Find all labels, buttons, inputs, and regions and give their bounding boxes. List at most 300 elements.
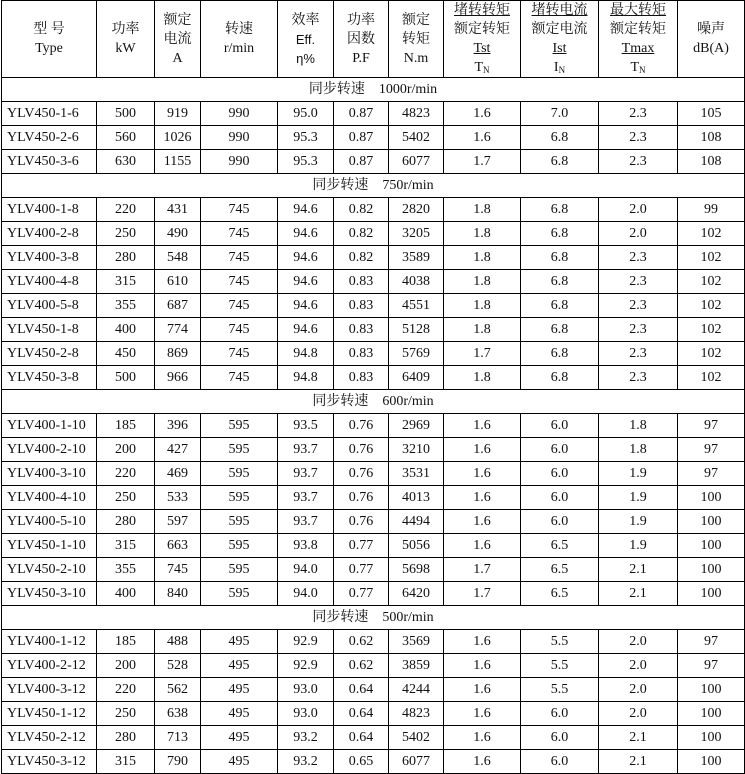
cell-tmax-ratio: 2.3	[599, 270, 678, 294]
table-row	[2, 294, 745, 318]
cell-speed: 595	[201, 462, 278, 486]
cell-speed: 990	[201, 150, 278, 174]
cell-ist-ratio: 6.0	[521, 702, 599, 726]
cell-speed: 495	[201, 654, 278, 678]
cell-power-factor: 0.82	[334, 246, 389, 270]
table-row	[2, 702, 745, 726]
cell-ist-ratio: 5.5	[521, 630, 599, 654]
cell-power: 315	[97, 534, 155, 558]
cell-power-factor: 0.82	[334, 198, 389, 222]
cell-noise: 100	[678, 486, 745, 510]
cell-speed: 595	[201, 486, 278, 510]
cell-ist-ratio: 6.5	[521, 582, 599, 606]
table-row	[2, 318, 745, 342]
cell-current: 469	[155, 462, 201, 486]
cell-power: 315	[97, 270, 155, 294]
cell-efficiency: 94.6	[278, 294, 334, 318]
cell-tmax-ratio: 2.3	[599, 126, 678, 150]
cell-power-factor: 0.77	[334, 558, 389, 582]
header-efficiency: 效率 Eff. η%	[278, 1, 334, 78]
cell-model: YLV450-3-10	[2, 582, 97, 606]
cell-noise: 102	[678, 246, 745, 270]
cell-tmax-ratio: 2.0	[599, 198, 678, 222]
cell-power: 500	[97, 102, 155, 126]
cell-model: YLV400-3-10	[2, 462, 97, 486]
cell-noise: 102	[678, 222, 745, 246]
cell-ist-ratio: 6.8	[521, 342, 599, 366]
cell-power: 355	[97, 558, 155, 582]
cell-efficiency: 94.6	[278, 222, 334, 246]
cell-torque: 2969	[389, 414, 444, 438]
cell-power-factor: 0.76	[334, 510, 389, 534]
cell-noise: 100	[678, 534, 745, 558]
cell-noise: 100	[678, 558, 745, 582]
cell-noise: 100	[678, 510, 745, 534]
cell-tst-ratio: 1.6	[444, 102, 521, 126]
cell-power: 185	[97, 414, 155, 438]
cell-model: YLV400-1-10	[2, 414, 97, 438]
table-row	[2, 750, 745, 774]
cell-model: YLV400-1-12	[2, 630, 97, 654]
cell-model: YLV400-1-8	[2, 198, 97, 222]
cell-noise: 105	[678, 102, 745, 126]
section-row	[2, 390, 745, 414]
cell-model: YLV450-2-10	[2, 558, 97, 582]
table-row	[2, 654, 745, 678]
cell-speed: 595	[201, 438, 278, 462]
cell-current: 1026	[155, 126, 201, 150]
cell-power: 400	[97, 318, 155, 342]
cell-power-factor: 0.64	[334, 678, 389, 702]
cell-power: 630	[97, 150, 155, 174]
cell-tst-ratio: 1.8	[444, 318, 521, 342]
table-row	[2, 630, 745, 654]
cell-power-factor: 0.87	[334, 126, 389, 150]
cell-tst-ratio: 1.7	[444, 342, 521, 366]
cell-efficiency: 95.3	[278, 126, 334, 150]
cell-efficiency: 93.2	[278, 726, 334, 750]
header-type: 型 号 Type	[2, 1, 97, 78]
cell-noise: 99	[678, 198, 745, 222]
cell-torque: 4244	[389, 678, 444, 702]
cell-efficiency: 92.9	[278, 630, 334, 654]
cell-current: 745	[155, 558, 201, 582]
cell-torque: 5402	[389, 126, 444, 150]
table-row	[2, 510, 745, 534]
cell-tst-ratio: 1.8	[444, 366, 521, 390]
cell-ist-ratio: 6.5	[521, 534, 599, 558]
cell-efficiency: 95.3	[278, 150, 334, 174]
cell-torque: 2820	[389, 198, 444, 222]
cell-speed: 495	[201, 678, 278, 702]
cell-tmax-ratio: 1.9	[599, 462, 678, 486]
cell-speed: 495	[201, 726, 278, 750]
cell-ist-ratio: 6.0	[521, 726, 599, 750]
table-row	[2, 126, 745, 150]
cell-tst-ratio: 1.6	[444, 630, 521, 654]
table-row	[2, 414, 745, 438]
cell-current: 687	[155, 294, 201, 318]
cell-model: YLV400-5-10	[2, 510, 97, 534]
cell-current: 638	[155, 702, 201, 726]
table-row	[2, 438, 745, 462]
cell-model: YLV450-2-8	[2, 342, 97, 366]
cell-torque: 5056	[389, 534, 444, 558]
table-row	[2, 270, 745, 294]
cell-noise: 97	[678, 630, 745, 654]
table-row	[2, 534, 745, 558]
table-row	[2, 582, 745, 606]
cell-power: 200	[97, 438, 155, 462]
cell-speed: 990	[201, 126, 278, 150]
cell-current: 597	[155, 510, 201, 534]
cell-tmax-ratio: 2.0	[599, 222, 678, 246]
cell-tmax-ratio: 2.0	[599, 678, 678, 702]
cell-tmax-ratio: 2.3	[599, 366, 678, 390]
table-body	[2, 78, 745, 774]
cell-power: 400	[97, 582, 155, 606]
cell-ist-ratio: 5.5	[521, 654, 599, 678]
cell-tmax-ratio: 1.9	[599, 510, 678, 534]
cell-power-factor: 0.87	[334, 102, 389, 126]
cell-model: YLV450-1-12	[2, 702, 97, 726]
cell-model: YLV450-2-12	[2, 726, 97, 750]
cell-torque: 6077	[389, 150, 444, 174]
cell-tst-ratio: 1.6	[444, 126, 521, 150]
cell-tmax-ratio: 1.8	[599, 438, 678, 462]
cell-speed: 495	[201, 750, 278, 774]
cell-power: 500	[97, 366, 155, 390]
cell-tst-ratio: 1.7	[444, 582, 521, 606]
cell-torque: 4551	[389, 294, 444, 318]
cell-tmax-ratio: 2.3	[599, 150, 678, 174]
cell-current: 869	[155, 342, 201, 366]
cell-torque: 4038	[389, 270, 444, 294]
cell-ist-ratio: 5.5	[521, 678, 599, 702]
cell-ist-ratio: 6.8	[521, 150, 599, 174]
cell-speed: 990	[201, 102, 278, 126]
cell-power-factor: 0.83	[334, 294, 389, 318]
cell-ist-ratio: 6.8	[521, 294, 599, 318]
cell-torque: 4823	[389, 702, 444, 726]
cell-model: YLV400-2-12	[2, 654, 97, 678]
motor-spec-table	[1, 0, 745, 774]
header-max-torque-ratio: 最大转矩 额定转矩 Tmax $T_N$	[599, 1, 678, 78]
cell-power: 220	[97, 198, 155, 222]
cell-tmax-ratio: 1.8	[599, 414, 678, 438]
cell-speed: 745	[201, 318, 278, 342]
cell-power: 220	[97, 678, 155, 702]
cell-ist-ratio: 6.8	[521, 318, 599, 342]
cell-current: 1155	[155, 150, 201, 174]
cell-tst-ratio: 1.6	[444, 438, 521, 462]
cell-current: 490	[155, 222, 201, 246]
cell-efficiency: 94.6	[278, 198, 334, 222]
cell-efficiency: 94.0	[278, 558, 334, 582]
cell-current: 966	[155, 366, 201, 390]
table-row	[2, 462, 745, 486]
cell-noise: 102	[678, 270, 745, 294]
cell-tst-ratio: 1.6	[444, 486, 521, 510]
cell-current: 533	[155, 486, 201, 510]
cell-efficiency: 93.2	[278, 750, 334, 774]
cell-power: 280	[97, 726, 155, 750]
cell-noise: 102	[678, 294, 745, 318]
cell-model: YLV400-3-8	[2, 246, 97, 270]
cell-efficiency: 94.6	[278, 318, 334, 342]
cell-power: 250	[97, 222, 155, 246]
cell-power-factor: 0.77	[334, 582, 389, 606]
cell-efficiency: 93.0	[278, 678, 334, 702]
table-row	[2, 102, 745, 126]
section-title: 同步转速 600r/min	[2, 390, 745, 414]
cell-torque: 3859	[389, 654, 444, 678]
cell-efficiency: 94.6	[278, 270, 334, 294]
cell-power: 355	[97, 294, 155, 318]
header-locked-torque-ratio: 堵转转矩 额定转矩 Tst $T_N$	[444, 1, 521, 78]
cell-noise: 100	[678, 702, 745, 726]
cell-ist-ratio: 6.8	[521, 246, 599, 270]
cell-power-factor: 0.65	[334, 750, 389, 774]
cell-efficiency: 94.6	[278, 246, 334, 270]
cell-model: YLV450-1-6	[2, 102, 97, 126]
cell-current: 427	[155, 438, 201, 462]
cell-power-factor: 0.62	[334, 630, 389, 654]
cell-efficiency: 93.8	[278, 534, 334, 558]
cell-ist-ratio: 6.0	[521, 486, 599, 510]
table-row	[2, 678, 745, 702]
section-row	[2, 78, 745, 102]
cell-tmax-ratio: 2.1	[599, 582, 678, 606]
header-row	[2, 1, 745, 78]
cell-speed: 745	[201, 222, 278, 246]
cell-efficiency: 95.0	[278, 102, 334, 126]
cell-torque: 3589	[389, 246, 444, 270]
cell-current: 713	[155, 726, 201, 750]
cell-ist-ratio: 6.8	[521, 126, 599, 150]
cell-torque: 3569	[389, 630, 444, 654]
cell-ist-ratio: 6.0	[521, 438, 599, 462]
cell-current: 488	[155, 630, 201, 654]
cell-power: 250	[97, 702, 155, 726]
cell-tmax-ratio: 2.0	[599, 702, 678, 726]
cell-ist-ratio: 7.0	[521, 102, 599, 126]
cell-torque: 4823	[389, 102, 444, 126]
cell-ist-ratio: 6.8	[521, 198, 599, 222]
cell-torque: 3205	[389, 222, 444, 246]
cell-tmax-ratio: 2.0	[599, 630, 678, 654]
cell-speed: 745	[201, 342, 278, 366]
cell-current: 562	[155, 678, 201, 702]
cell-efficiency: 93.5	[278, 414, 334, 438]
cell-power: 280	[97, 510, 155, 534]
cell-torque: 4013	[389, 486, 444, 510]
cell-power-factor: 0.83	[334, 366, 389, 390]
cell-tst-ratio: 1.6	[444, 534, 521, 558]
cell-power: 280	[97, 246, 155, 270]
cell-model: YLV450-1-8	[2, 318, 97, 342]
header-current: 额定 电流 A	[155, 1, 201, 78]
cell-torque: 6409	[389, 366, 444, 390]
cell-power-factor: 0.76	[334, 462, 389, 486]
cell-tst-ratio: 1.6	[444, 750, 521, 774]
cell-efficiency: 93.7	[278, 438, 334, 462]
table-row	[2, 342, 745, 366]
cell-speed: 495	[201, 630, 278, 654]
cell-model: YLV450-1-10	[2, 534, 97, 558]
cell-model: YLV400-2-8	[2, 222, 97, 246]
cell-noise: 108	[678, 126, 745, 150]
cell-tst-ratio: 1.6	[444, 414, 521, 438]
header-torque: 额定 转矩 N.m	[389, 1, 444, 78]
table-row	[2, 726, 745, 750]
table-row	[2, 558, 745, 582]
cell-speed: 595	[201, 534, 278, 558]
cell-efficiency: 92.9	[278, 654, 334, 678]
cell-efficiency: 93.7	[278, 510, 334, 534]
cell-power: 560	[97, 126, 155, 150]
cell-power: 185	[97, 630, 155, 654]
cell-ist-ratio: 6.0	[521, 750, 599, 774]
header-speed: 转速 r/min	[201, 1, 278, 78]
header-power-factor: 功率 因数 P.F	[334, 1, 389, 78]
cell-tst-ratio: 1.6	[444, 510, 521, 534]
table-row	[2, 198, 745, 222]
cell-tmax-ratio: 2.3	[599, 246, 678, 270]
cell-speed: 495	[201, 702, 278, 726]
cell-torque: 5769	[389, 342, 444, 366]
cell-speed: 745	[201, 246, 278, 270]
table-row	[2, 150, 745, 174]
cell-current: 663	[155, 534, 201, 558]
cell-model: YLV450-2-6	[2, 126, 97, 150]
cell-ist-ratio: 6.5	[521, 558, 599, 582]
cell-power-factor: 0.76	[334, 486, 389, 510]
cell-power-factor: 0.62	[334, 654, 389, 678]
cell-noise: 102	[678, 366, 745, 390]
cell-ist-ratio: 6.0	[521, 510, 599, 534]
cell-current: 919	[155, 102, 201, 126]
cell-power: 220	[97, 462, 155, 486]
cell-efficiency: 93.7	[278, 462, 334, 486]
cell-noise: 97	[678, 462, 745, 486]
cell-tst-ratio: 1.8	[444, 270, 521, 294]
cell-power-factor: 0.76	[334, 438, 389, 462]
table-row	[2, 246, 745, 270]
cell-model: YLV400-4-10	[2, 486, 97, 510]
cell-ist-ratio: 6.8	[521, 270, 599, 294]
cell-current: 396	[155, 414, 201, 438]
cell-speed: 595	[201, 414, 278, 438]
section-row	[2, 174, 745, 198]
cell-tst-ratio: 1.8	[444, 198, 521, 222]
cell-model: YLV450-3-8	[2, 366, 97, 390]
cell-tst-ratio: 1.6	[444, 462, 521, 486]
cell-speed: 595	[201, 582, 278, 606]
cell-torque: 3210	[389, 438, 444, 462]
cell-model: YLV450-3-6	[2, 150, 97, 174]
cell-tst-ratio: 1.6	[444, 678, 521, 702]
cell-noise: 100	[678, 750, 745, 774]
cell-efficiency: 94.8	[278, 366, 334, 390]
cell-power: 315	[97, 750, 155, 774]
cell-noise: 97	[678, 654, 745, 678]
cell-current: 548	[155, 246, 201, 270]
cell-noise: 102	[678, 318, 745, 342]
cell-torque: 5128	[389, 318, 444, 342]
cell-tst-ratio: 1.7	[444, 558, 521, 582]
cell-power-factor: 0.76	[334, 414, 389, 438]
cell-current: 610	[155, 270, 201, 294]
header-power: 功率 kW	[97, 1, 155, 78]
cell-noise: 102	[678, 342, 745, 366]
table-row	[2, 222, 745, 246]
cell-power-factor: 0.83	[334, 318, 389, 342]
cell-torque: 4494	[389, 510, 444, 534]
cell-noise: 97	[678, 414, 745, 438]
cell-tmax-ratio: 1.9	[599, 486, 678, 510]
cell-power-factor: 0.64	[334, 702, 389, 726]
section-row	[2, 606, 745, 630]
cell-power-factor: 0.83	[334, 270, 389, 294]
cell-power-factor: 0.82	[334, 222, 389, 246]
cell-current: 840	[155, 582, 201, 606]
cell-tmax-ratio: 1.9	[599, 534, 678, 558]
header-noise: 噪声 dB(A)	[678, 1, 745, 78]
cell-noise: 100	[678, 582, 745, 606]
cell-current: 431	[155, 198, 201, 222]
cell-tst-ratio: 1.8	[444, 222, 521, 246]
cell-speed: 745	[201, 198, 278, 222]
cell-torque: 5402	[389, 726, 444, 750]
cell-torque: 6077	[389, 750, 444, 774]
cell-power-factor: 0.83	[334, 342, 389, 366]
cell-tst-ratio: 1.8	[444, 294, 521, 318]
header-locked-current-ratio: 堵转电流 额定电流 Ist $I_N$	[521, 1, 599, 78]
cell-current: 774	[155, 318, 201, 342]
cell-tmax-ratio: 2.1	[599, 558, 678, 582]
cell-efficiency: 93.7	[278, 486, 334, 510]
cell-tmax-ratio: 2.1	[599, 750, 678, 774]
cell-speed: 745	[201, 366, 278, 390]
cell-power: 200	[97, 654, 155, 678]
cell-power-factor: 0.77	[334, 534, 389, 558]
cell-ist-ratio: 6.8	[521, 222, 599, 246]
cell-tst-ratio: 1.8	[444, 246, 521, 270]
cell-ist-ratio: 6.0	[521, 414, 599, 438]
cell-tst-ratio: 1.6	[444, 654, 521, 678]
cell-noise: 100	[678, 726, 745, 750]
cell-efficiency: 94.0	[278, 582, 334, 606]
cell-torque: 6420	[389, 582, 444, 606]
cell-model: YLV400-2-10	[2, 438, 97, 462]
cell-tmax-ratio: 2.1	[599, 726, 678, 750]
cell-power-factor: 0.87	[334, 150, 389, 174]
cell-speed: 595	[201, 558, 278, 582]
cell-model: YLV450-3-12	[2, 750, 97, 774]
cell-noise: 100	[678, 678, 745, 702]
section-title: 同步转速 500r/min	[2, 606, 745, 630]
table-row	[2, 486, 745, 510]
cell-power-factor: 0.64	[334, 726, 389, 750]
cell-power: 450	[97, 342, 155, 366]
section-title: 同步转速 1000r/min	[2, 78, 745, 102]
cell-model: YLV400-4-8	[2, 270, 97, 294]
cell-ist-ratio: 6.0	[521, 462, 599, 486]
cell-torque: 5698	[389, 558, 444, 582]
cell-efficiency: 94.8	[278, 342, 334, 366]
cell-model: YLV400-3-12	[2, 678, 97, 702]
